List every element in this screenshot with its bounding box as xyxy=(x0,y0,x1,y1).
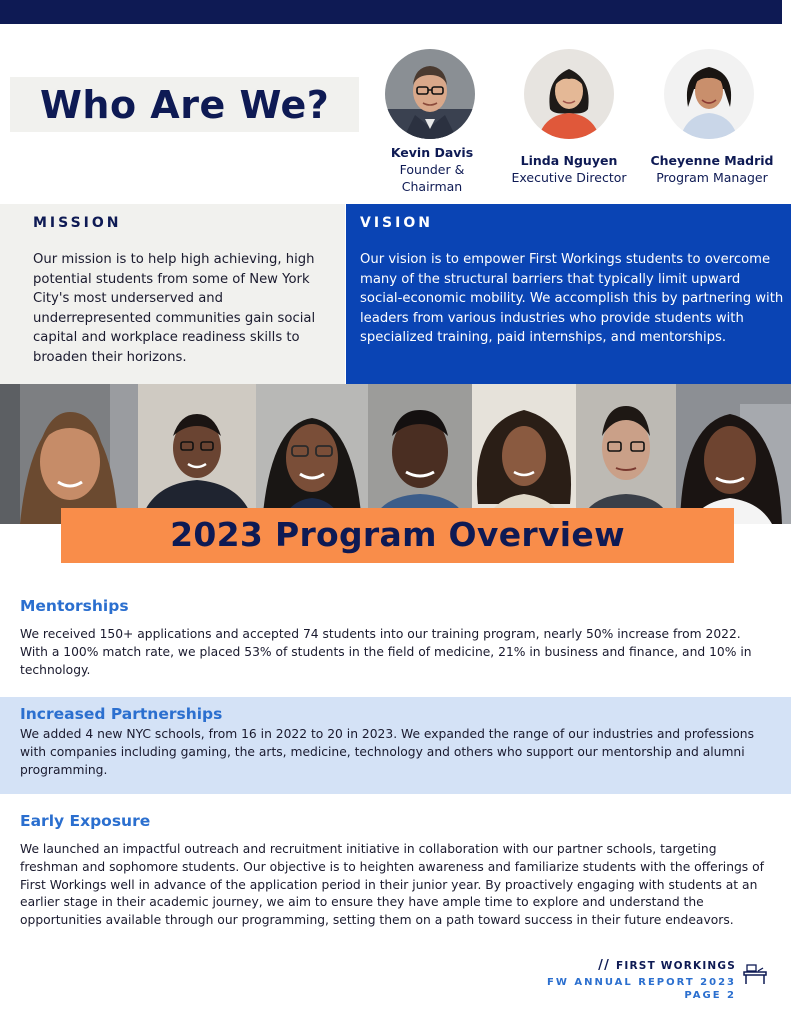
overview-title: 2023 Program Overview xyxy=(170,515,625,554)
student-photo xyxy=(368,384,472,524)
section-early-exposure xyxy=(0,806,791,946)
desk-icon xyxy=(742,962,768,990)
student-photo xyxy=(676,384,791,524)
footer-report: FW ANNUAL REPORT 2023 xyxy=(547,977,736,988)
section-heading: Mentorships xyxy=(20,597,129,615)
overview-banner xyxy=(61,508,734,563)
team-member-name: Linda Nguyen xyxy=(520,153,618,168)
section-increased-partnerships xyxy=(0,697,791,794)
footer-brand-name: FIRST WORKINGS xyxy=(616,960,736,972)
vision-heading: VISION xyxy=(360,215,433,231)
mission-panel xyxy=(0,204,345,384)
page-number: PAGE 2 xyxy=(684,990,736,1001)
student-photo xyxy=(256,384,368,524)
section-text: We added 4 new NYC schools, from 16 in 2022 to 20 in 2023. We expanded the range of our industries and professions with companies including gaming, the arts, medicine, technology and others who support our mentorship and alumni programming. xyxy=(20,727,754,777)
avatar-kevin-davis xyxy=(385,49,475,139)
mission-text: Our mission is to help high achieving, high potential students from some of New York City's most underserved and underrepresented communities gain social capital and workplace readiness skills to broaden their horizons. xyxy=(33,252,316,365)
team-member-name: Kevin Davis xyxy=(390,145,474,160)
team-member-role: Executive Director xyxy=(511,170,627,185)
student-photo xyxy=(576,384,676,524)
student-photo-strip xyxy=(0,384,791,524)
team-member xyxy=(508,153,630,186)
team-member-role: Founder & Chairman xyxy=(399,162,465,194)
team-member-role: Program Manager xyxy=(656,170,768,185)
mission-heading: MISSION xyxy=(33,215,122,231)
section-text: We received 150+ applications and accepted 74 students into our training program, nearly 50% increase from 2022. With a 100% match rate, we placed 53% of students in the field of medicine, 21% in business and finance, and 10% in technology. xyxy=(20,627,752,677)
section-heading: Early Exposure xyxy=(20,812,151,830)
section-heading: Increased Partnerships xyxy=(20,705,223,723)
team-member-name: Cheyenne Madrid xyxy=(650,153,774,168)
avatar-cheyenne-madrid xyxy=(664,49,754,139)
section-text: We launched an impactful outreach and recruitment initiative in collaboration with our partner schools, targeting freshman and sophomore students. Our objective is to heighten awareness and familiarize students with the offerings of First Workings well in advance of the application period in their junior year. By proactively engaging with students at an earlier stage in their academic journey, we aim to ensure they have ample time to explore and understand the opportunities available through our programming, setting them on a path toward success in their future endeavors. xyxy=(20,842,764,928)
student-photo xyxy=(138,384,256,524)
student-photo xyxy=(472,384,576,524)
vision-text: Our vision is to empower First Workings students to overcome many of the structural barriers that typically limit upward social-economic mobility. We accomplish this by partnering with leaders from various industries who provide students with specialized training, paid internships, and mentorships. xyxy=(360,252,784,346)
title-box xyxy=(10,77,359,132)
page-title: Who Are We? xyxy=(40,83,330,127)
footer-brand xyxy=(547,958,736,973)
page-footer xyxy=(547,958,736,1001)
team-member xyxy=(648,153,776,186)
vision-panel xyxy=(346,204,791,384)
footer-slashes: // xyxy=(598,958,611,973)
avatar-linda-nguyen xyxy=(524,49,614,139)
section-mentorships xyxy=(0,590,791,690)
student-photo xyxy=(0,384,138,524)
top-bar xyxy=(0,0,782,24)
team-member xyxy=(380,145,484,195)
